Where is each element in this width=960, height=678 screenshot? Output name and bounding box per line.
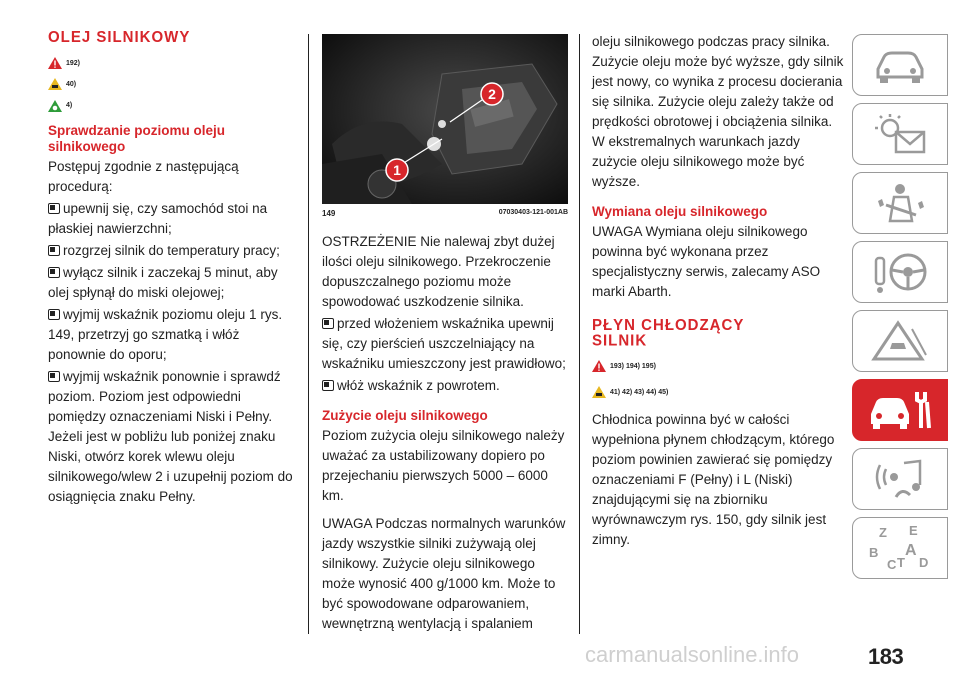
list-item: rozgrzej silnik do temperatury pracy; bbox=[48, 241, 294, 261]
tab-driving[interactable] bbox=[852, 241, 948, 303]
list-item: włóż wskaźnik z powrotem. bbox=[322, 376, 568, 396]
tab-multimedia[interactable] bbox=[852, 448, 948, 510]
warning-road-icon bbox=[868, 319, 932, 363]
environment-ref[interactable] bbox=[48, 99, 294, 111]
warning-ref-text: 192) bbox=[66, 59, 81, 67]
tab-vehicle[interactable] bbox=[852, 34, 948, 96]
consumption-continued: oleju silnikowego podczas pracy silnika. Zużycie oleju może być wyższe, gdy silnik jest nowy, co wynika z procesu docierania się silnika. Zużycie oleju zależy także od prędkości obrotowej i obciążenia silnika. W ekstremalnych warunkach jazdy zużycie oleju silnikowego może być wyższe. bbox=[592, 34, 844, 189]
warning-ref-danger[interactable] bbox=[48, 57, 294, 69]
caution-ref-text: 40) bbox=[66, 80, 77, 88]
consumption-text: Poziom zużycia oleju silnikowego należy uważać za ustabilizowany dopiero po przejechaniu pierwszych 5000 – 6000 km. bbox=[322, 428, 565, 503]
section-title-engine-oil: OLEJ SILNIKOWY bbox=[48, 28, 191, 47]
bullet-icon bbox=[48, 245, 60, 256]
callout-2-label: 2 bbox=[488, 86, 496, 102]
subhead-check-level: Sprawdzanie poziomu oleju silnikowego bbox=[48, 123, 226, 154]
coolant-text: Chłodnica powinna być w całości wypełniona płynem chłodzącym, którego poziom powinien zawierać się pomiędzy oznaczeniami F (Pełny) i L (Niski) znajdującymi się na zbiorniku wyrównawczym rys. 150, gdy silnik jest zimny. bbox=[592, 412, 835, 547]
bullet-icon bbox=[48, 203, 60, 214]
consumption-note: UWAGA Podczas normalnych warunków jazdy wszystkie silniki zużywają olej silnikowy. Zużycie oleju silnikowego może wynosić 400 g/1000 km. Może to być spowodowane odparowaniem, wewnętrzną wentylacją i spalaniem bbox=[322, 516, 566, 631]
multimedia-icon bbox=[868, 457, 932, 501]
column-2 bbox=[322, 34, 568, 634]
oil-change-text: UWAGA Wymiana oleju silnikowego powinna być wykonana przez specjalistyczny serwis, zalecamy ASO marki Abarth. bbox=[592, 224, 821, 299]
svg-text:E: E bbox=[909, 523, 918, 538]
intro-text: Postępuj zgodnie z następującą procedurą: bbox=[48, 159, 239, 194]
figure-caption bbox=[322, 209, 568, 218]
steering-wheel-icon bbox=[868, 250, 932, 294]
oil-warning-text: OSTRZEŻENIE Nie nalewaj zbyt dużej ilości oleju silnikowego. Przekroczenie dopuszczalnego poziomu może spowodować uszkodzenie silnika. bbox=[322, 234, 555, 309]
list-item: wyjmij wskaźnik ponownie i sprawdź poziom. Poziom jest odpowiedni pomiędzy oznaczeniami Niski i Pełny. Jeżeli jest w pobliżu lub poniżej znaku Niski, otwórz korek wlewu oleju silnikowego/wlew 2 i uzupełnij poziom do osiągnięcia znaku Pełny. bbox=[48, 369, 293, 504]
maintenance-icon bbox=[867, 388, 933, 432]
caution-ref[interactable] bbox=[592, 386, 844, 398]
engine-bay-image bbox=[322, 34, 568, 204]
svg-text:T: T bbox=[897, 555, 905, 570]
bullet-icon bbox=[48, 371, 60, 382]
tab-maintenance[interactable] bbox=[852, 379, 948, 441]
subhead-oil-consumption: Zużycie oleju silnikowego bbox=[322, 408, 488, 423]
tab-emergency[interactable] bbox=[852, 310, 948, 372]
svg-text:D: D bbox=[919, 555, 929, 570]
svg-text:A: A bbox=[905, 542, 917, 559]
page-number: 183 bbox=[868, 644, 904, 669]
environment-leaf-icon bbox=[48, 99, 62, 111]
callout-1-label: 1 bbox=[393, 162, 401, 178]
safety-icon bbox=[868, 181, 932, 225]
chapter-tabs bbox=[852, 34, 948, 586]
tab-safety[interactable] bbox=[852, 172, 948, 234]
caution-triangle-icon bbox=[592, 386, 606, 398]
bullet-icon bbox=[322, 318, 334, 329]
column-3 bbox=[592, 30, 844, 550]
caution-ref-text: 41) 42) 43) 44) 45) bbox=[610, 388, 669, 396]
index-icon bbox=[865, 523, 935, 573]
caution-ref[interactable] bbox=[48, 78, 294, 90]
tab-dashboard[interactable] bbox=[852, 103, 948, 165]
figure-code: 07030403-121-001AB bbox=[498, 209, 568, 216]
svg-text:C: C bbox=[887, 557, 897, 572]
list-item: upewnij się, czy samochód stoi na płaskiej nawierzchni; bbox=[48, 201, 268, 236]
engine-bay-figure bbox=[322, 34, 568, 204]
warning-ref-text: 193) 194) 195) bbox=[610, 362, 656, 370]
column-divider bbox=[308, 34, 309, 634]
figure-number: 149 bbox=[322, 209, 336, 218]
section-title-coolant: PŁYN CHŁODZĄCY SILNIK bbox=[592, 316, 745, 350]
danger-triangle-icon bbox=[48, 57, 62, 69]
warning-ref-danger[interactable] bbox=[592, 360, 844, 372]
tab-index[interactable] bbox=[852, 517, 948, 579]
bullet-icon bbox=[48, 309, 60, 320]
column-divider bbox=[579, 34, 580, 634]
watermark: carmanualsonline.info bbox=[585, 642, 800, 667]
caution-triangle-icon bbox=[48, 78, 62, 90]
environment-ref-text: 4) bbox=[66, 101, 73, 109]
column-1 bbox=[48, 30, 294, 507]
subhead-oil-change: Wymiana oleju silnikowego bbox=[592, 204, 768, 219]
list-item: wyjmij wskaźnik poziomu oleju 1 rys. 149, przetrzyj go szmatką i włóż ponownie do oporu; bbox=[48, 307, 283, 362]
bullet-icon bbox=[322, 380, 334, 391]
list-item: wyłącz silnik i zaczekaj 5 minut, aby olej spłynął do miski olejowej; bbox=[48, 265, 278, 300]
svg-text:B: B bbox=[869, 545, 879, 560]
danger-triangle-icon bbox=[592, 360, 606, 372]
dashboard-lights-icon bbox=[868, 112, 932, 156]
svg-text:Z: Z bbox=[879, 525, 887, 540]
car-icon bbox=[872, 45, 928, 85]
list-item: przed włożeniem wskaźnika upewnij się, czy pierścień uszczelniający na wskaźniku umieszczony jest prawidłowo; bbox=[322, 316, 566, 371]
bullet-icon bbox=[48, 267, 60, 278]
